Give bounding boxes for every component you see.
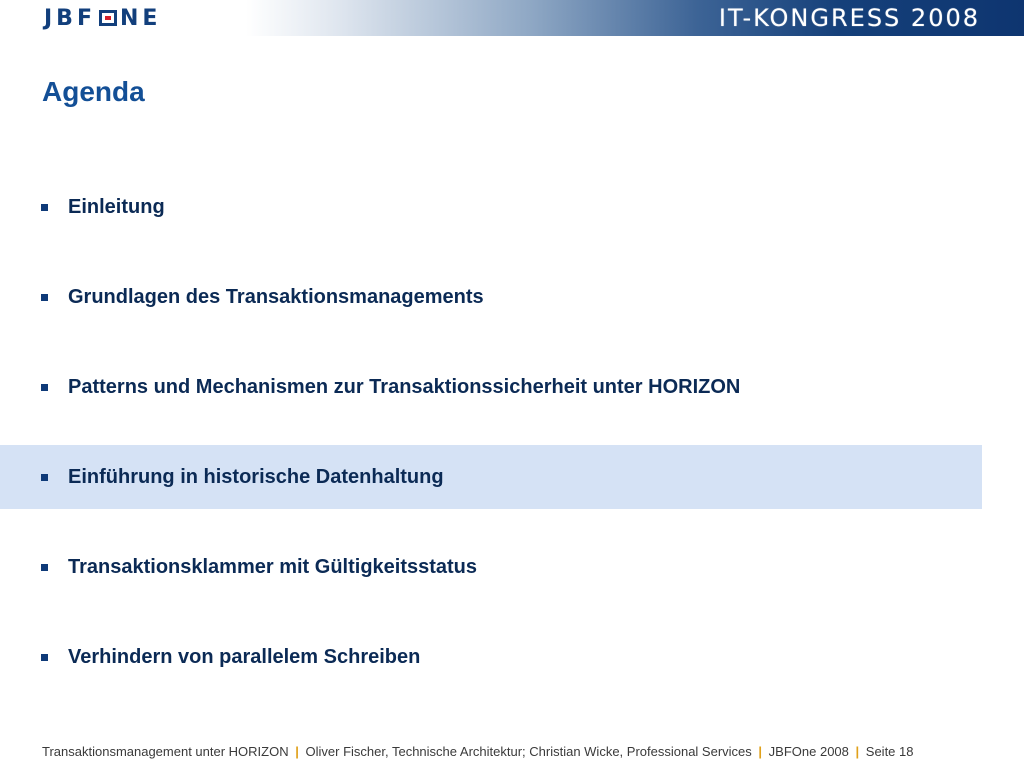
footer-authors: Oliver Fischer, Technische Architektur; Christian Wicke, Professional Services bbox=[305, 744, 752, 759]
agenda-item bbox=[0, 535, 982, 599]
footer-event: JBFOne 2008 bbox=[768, 744, 849, 759]
header-banner bbox=[0, 0, 1024, 36]
footer-separator: | bbox=[855, 744, 860, 759]
footer bbox=[42, 744, 913, 759]
footer-separator: | bbox=[758, 744, 763, 759]
agenda-item-label: Verhindern von parallelem Schreiben bbox=[68, 645, 421, 668]
footer-separator: | bbox=[295, 744, 299, 759]
logo-text-left: JBF bbox=[44, 5, 96, 31]
agenda-item-label: Einführung in historische Datenhaltung bbox=[68, 465, 444, 488]
bullet-square-icon bbox=[41, 204, 48, 211]
page-title: Agenda bbox=[42, 76, 145, 107]
agenda-item-label: Einleitung bbox=[68, 195, 165, 218]
footer-topic: Transaktionsmanagement unter HORIZON bbox=[42, 744, 289, 759]
agenda-item bbox=[0, 355, 982, 419]
agenda-item bbox=[0, 265, 982, 329]
logo-o-mark bbox=[99, 10, 117, 26]
agenda-item bbox=[0, 625, 982, 689]
agenda-item bbox=[0, 175, 982, 239]
agenda-item-active bbox=[0, 445, 982, 509]
footer-page-number: Seite 18 bbox=[865, 744, 914, 759]
jbfone-logo bbox=[44, 7, 161, 29]
agenda-item-label: Patterns und Mechanismen zur Transaktionssicherheit unter HORIZON bbox=[68, 375, 741, 398]
agenda-item-label: Transaktionsklammer mit Gültigkeitsstatus bbox=[68, 555, 478, 578]
bullet-square-icon bbox=[41, 474, 48, 481]
bullet-square-icon bbox=[41, 654, 48, 661]
bullet-square-icon bbox=[41, 564, 48, 571]
bullet-square-icon bbox=[41, 384, 48, 391]
congress-title: IT-KONGRESS 2008 bbox=[718, 4, 980, 32]
agenda-list bbox=[0, 175, 982, 715]
logo-text-right: NE bbox=[119, 5, 162, 31]
bullet-square-icon bbox=[41, 294, 48, 301]
agenda-item-label: Grundlagen des Transaktionsmanagements bbox=[68, 285, 484, 308]
